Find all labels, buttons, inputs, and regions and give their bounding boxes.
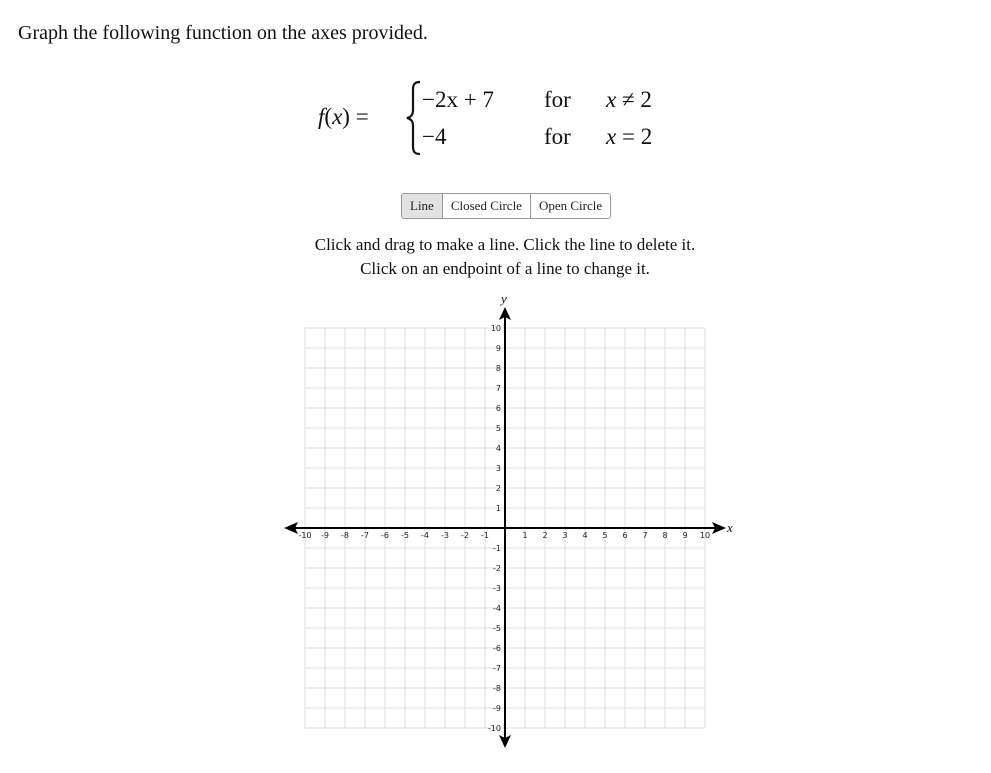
y-tick-label: 9 <box>495 344 501 353</box>
x-tick-label: 10 <box>699 531 711 540</box>
y-tick-label: -8 <box>493 684 501 693</box>
x-tick-label: -4 <box>421 531 429 540</box>
y-tick-label: 4 <box>495 444 501 453</box>
x-tick-label: -7 <box>361 531 369 540</box>
x-tick-label: 3 <box>562 531 568 540</box>
y-tick-label: -10 <box>487 724 501 733</box>
y-tick-label: 7 <box>495 384 501 393</box>
y-tick-label: 2 <box>495 484 501 493</box>
y-tick-label: 8 <box>495 364 501 373</box>
y-axis-label: y <box>501 291 507 306</box>
y-tick-label: 1 <box>495 504 501 513</box>
y-tick-label: -2 <box>493 564 501 573</box>
x-tick-label: -10 <box>298 531 312 540</box>
y-tick-label: -3 <box>493 584 501 593</box>
x-tick-label: 9 <box>682 531 688 540</box>
help-text-line1: Click and drag to make a line. Click the line to delete it. <box>314 235 696 254</box>
y-tick-label: -1 <box>493 544 501 553</box>
case2-variable: x <box>606 124 617 149</box>
case1-variable: x <box>606 87 617 112</box>
axes <box>284 307 726 748</box>
case1-relation: ≠ 2 <box>621 87 652 112</box>
y-tick-label: -5 <box>493 624 501 633</box>
instruction-text: Graph the following function on the axes provided. <box>18 22 428 44</box>
function-name: f <box>318 104 325 129</box>
x-tick-label: 8 <box>662 531 668 540</box>
case1-expression: −2x + 7 <box>422 87 494 112</box>
x-tick-label: -3 <box>441 531 449 540</box>
x-tick-label: 4 <box>582 531 588 540</box>
y-tick-label: 5 <box>495 424 501 433</box>
x-tick-label: 1 <box>522 531 528 540</box>
x-tick-label: -5 <box>401 531 409 540</box>
line-tool-button[interactable]: Line <box>402 194 443 218</box>
open-circle-tool-button[interactable]: Open Circle <box>531 194 610 218</box>
y-tick-label: 10 <box>490 324 501 333</box>
lhs-variable: x <box>332 104 343 129</box>
lhs-close-equals: ) = <box>342 104 369 129</box>
y-tick-label: -9 <box>493 704 501 713</box>
closed-circle-tool-button[interactable]: Closed Circle <box>443 194 531 218</box>
x-tick-label: 7 <box>642 531 648 540</box>
y-tick-label: 3 <box>495 464 501 473</box>
x-tick-label: -6 <box>381 531 389 540</box>
y-tick-label: 6 <box>495 404 501 413</box>
help-text-line2: Click on an endpoint of a line to change it. <box>360 259 650 278</box>
x-tick-label: 5 <box>602 531 608 540</box>
lhs-open-paren: ( <box>324 104 333 129</box>
y-tick-label: -4 <box>493 604 501 613</box>
x-tick-label: 6 <box>622 531 628 540</box>
y-tick-label: -6 <box>493 644 501 653</box>
case2-expression: −4 <box>422 124 447 149</box>
x-tick-label: -2 <box>461 531 469 540</box>
x-axis-label: x <box>727 520 733 535</box>
y-tick-label: -7 <box>493 664 501 673</box>
x-tick-label: -8 <box>341 531 349 540</box>
x-tick-label: -1 <box>481 531 489 540</box>
x-tick-label: -9 <box>321 531 329 540</box>
case2-for: for <box>544 124 571 149</box>
x-tick-label: 2 <box>542 531 548 540</box>
case2-relation: = 2 <box>621 124 653 149</box>
case1-for: for <box>544 87 571 112</box>
